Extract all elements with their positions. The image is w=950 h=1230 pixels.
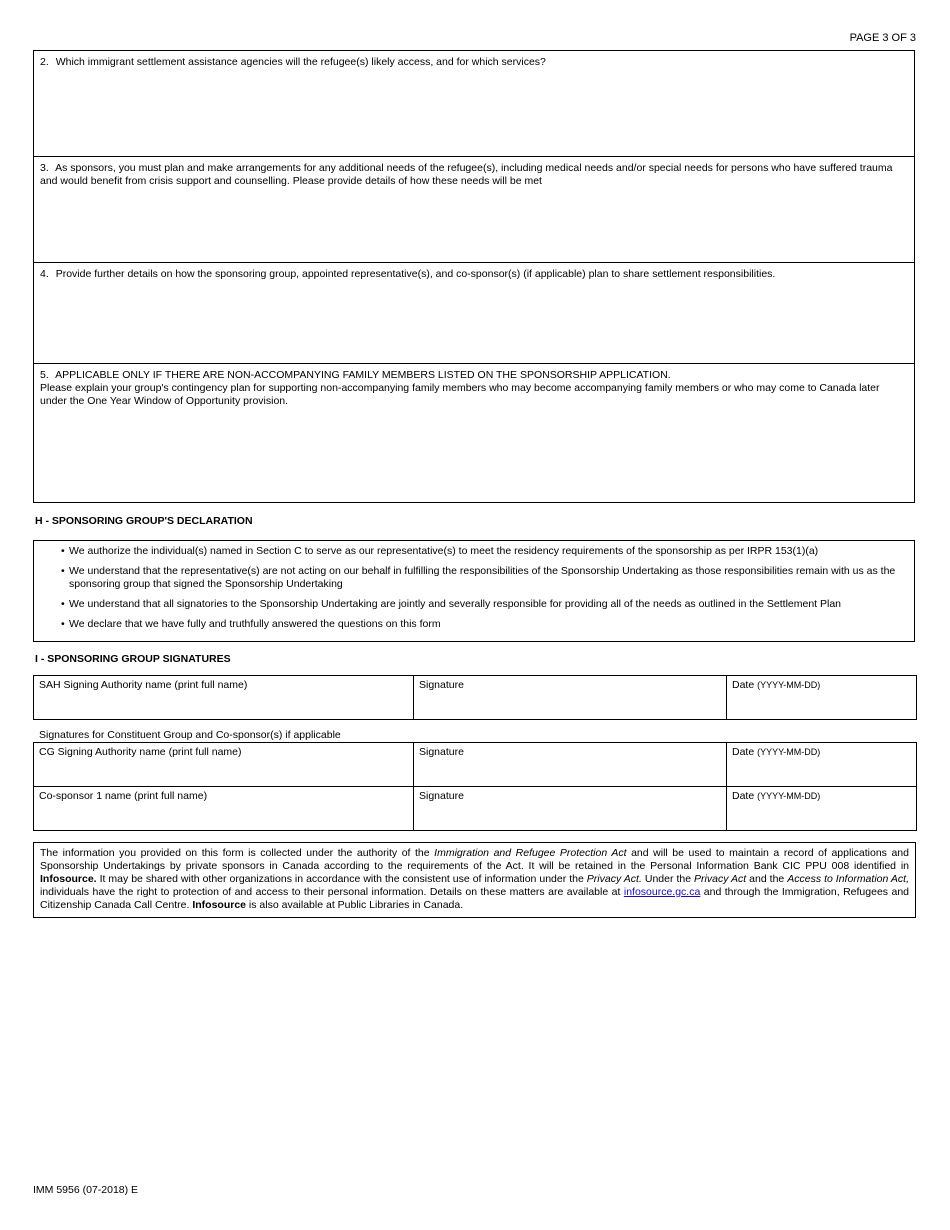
- bullet-icon: •: [61, 545, 65, 557]
- cosponsor-signature-field[interactable]: [414, 787, 727, 831]
- question-number: 5.: [40, 369, 49, 381]
- question-4: [34, 263, 914, 286]
- field-label: SAH Signing Authority name (print full name): [39, 679, 248, 691]
- constituent-group-label: Signatures for Constituent Group and Co-sponsor(s) if applicable: [39, 729, 341, 741]
- question-text: Provide further details on how the sponsoring group, appointed representative(s), and co-sponsor(s) (if applicable) plan to share settlement responsibilities.: [55, 268, 776, 280]
- question-5-box[interactable]: [33, 363, 915, 503]
- privacy-text: and through the Immigration, Refugees and Citizenship Canada Call Centre.: [40, 886, 909, 911]
- table-row: [34, 676, 917, 720]
- infosource-label: Infosource: [192, 899, 247, 911]
- cg-name-field[interactable]: [34, 743, 414, 787]
- form-code: IMM 5956 (07-2018) E: [33, 1184, 139, 1196]
- question-number: 4.: [40, 268, 49, 280]
- question-2: [34, 51, 914, 74]
- declaration-text: We authorize the individual(s) named in Section C to serve as our representative(s) to meet the residency requirements of the sponsorship as per IRPR 153(1)(a): [69, 545, 819, 557]
- sah-signature-table: [33, 675, 917, 720]
- act-name: Immigration and Refugee Protection Act: [434, 847, 627, 859]
- cosponsor-name-field[interactable]: [34, 787, 414, 831]
- act-name: Privacy Act: [694, 873, 747, 885]
- bullet-icon: •: [61, 565, 65, 577]
- infosource-label: Infosource.: [40, 873, 97, 885]
- question-number: 3.: [40, 162, 49, 174]
- privacy-text: is also available at Public Libraries in Canada.: [246, 899, 464, 911]
- cg-date-field[interactable]: [727, 743, 917, 787]
- act-name: Privacy Act.: [586, 873, 642, 885]
- question-subtext: Please explain your group's contingency plan for supporting non-accompanying family members who may become accompanying family members or who may come to Canada later under the One Year Window of Opportunity provision.: [40, 382, 880, 407]
- privacy-text: individuals have the right to protection of and access to their personal information. Details on these matters are available at: [40, 886, 624, 898]
- field-label: Date: [732, 679, 755, 691]
- cg-signature-field[interactable]: [414, 743, 727, 787]
- declaration-item: [61, 598, 904, 611]
- declaration-item: [61, 618, 904, 631]
- question-text: As sponsors, you must plan and make arrangements for any additional needs of the refugee(s), including medical needs and/or special needs for persons who have suffered trauma and would benefit from crisis support and counselling. Please provide details of how these needs will be met: [40, 162, 893, 187]
- cosponsor-date-field[interactable]: [727, 787, 917, 831]
- declaration-text: We understand that the representative(s) are not acting on our behalf in fulfilling the responsibilities of the Sponsorship Undertaking as those responsibilities remain with us as the sponsoring group that signed the Sponsorship Undertaking: [69, 565, 896, 590]
- page-number: PAGE 3 OF 3: [849, 32, 916, 44]
- table-row: [34, 787, 917, 831]
- declaration-text: We declare that we have fully and truthfully answered the questions on this form: [69, 618, 441, 630]
- privacy-text: and the: [746, 873, 788, 885]
- privacy-notice: [33, 842, 916, 918]
- privacy-text: Under the: [641, 873, 695, 885]
- bullet-icon: •: [61, 618, 65, 630]
- declaration-item: [61, 565, 904, 591]
- date-format-hint: (YYYY-MM-DD): [757, 791, 821, 801]
- date-format-hint: (YYYY-MM-DD): [757, 747, 821, 757]
- sah-date-field[interactable]: [727, 676, 917, 720]
- field-label: Signature: [419, 790, 464, 802]
- declaration-title: H - SPONSORING GROUP'S DECLARATION: [35, 515, 253, 527]
- question-3-box[interactable]: [33, 156, 915, 263]
- sah-name-field[interactable]: [34, 676, 414, 720]
- question-text: APPLICABLE ONLY IF THERE ARE NON-ACCOMPANYING FAMILY MEMBERS LISTED ON THE SPONSORSHIP APPLICATION.: [55, 369, 671, 381]
- privacy-text: and will be used to maintain a record of applications and Sponsorship Undertakings by private sponsors in Canada according to the requirements of the Act. It will be retained in the Personal Information Bank CIC PPU 008 identified in: [40, 847, 909, 872]
- field-label: Date: [732, 746, 755, 758]
- infosource-link[interactable]: infosource.gc.ca: [623, 886, 701, 898]
- date-format-hint: (YYYY-MM-DD): [757, 680, 821, 690]
- declaration-box: [33, 540, 915, 642]
- question-5: [34, 364, 914, 413]
- field-label: Signature: [419, 746, 464, 758]
- field-label: Co-sponsor 1 name (print full name): [39, 790, 208, 802]
- question-text: Which immigrant settlement assistance agencies will the refugee(s) likely access, and for which services?: [55, 56, 546, 68]
- table-row: [34, 743, 917, 787]
- cg-signature-table: [33, 742, 917, 831]
- declaration-item: [61, 545, 904, 558]
- sah-signature-field[interactable]: [414, 676, 727, 720]
- question-2-box[interactable]: [33, 50, 915, 157]
- question-3: [34, 157, 914, 193]
- signatures-title: I - SPONSORING GROUP SIGNATURES: [35, 653, 231, 665]
- act-name: Access to Information Act,: [787, 873, 910, 885]
- question-4-box[interactable]: [33, 262, 915, 364]
- bullet-icon: •: [61, 598, 65, 610]
- field-label: Signature: [419, 679, 464, 691]
- privacy-text: The information you provided on this form is collected under the authority of the: [40, 847, 435, 859]
- field-label: Date: [732, 790, 755, 802]
- privacy-text: It may be shared with other organizations in accordance with the consistent use of information under the: [96, 873, 587, 885]
- field-label: CG Signing Authority name (print full name): [39, 746, 242, 758]
- question-number: 2.: [40, 56, 49, 68]
- declaration-text: We understand that all signatories to the Sponsorship Undertaking are jointly and severally responsible for providing all of the needs as outlined in the Settlement Plan: [69, 598, 842, 610]
